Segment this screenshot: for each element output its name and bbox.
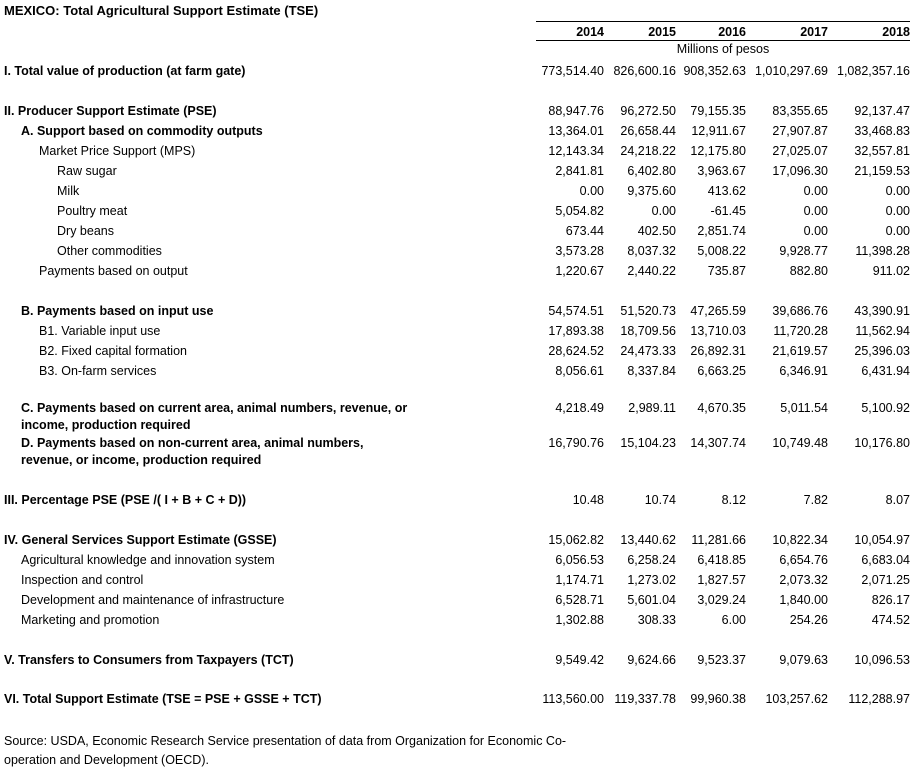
table-row xyxy=(0,435,912,471)
table-row xyxy=(0,101,912,121)
table-row xyxy=(0,301,912,321)
value-cell: 9,079.63 xyxy=(779,653,828,667)
value-cell: 5,054.82 xyxy=(555,204,604,218)
value-cell: 0.00 xyxy=(579,184,604,198)
value-cell: 6,346.91 xyxy=(779,364,828,378)
value-cell: 5,008.22 xyxy=(697,244,746,258)
unit-label: Millions of pesos xyxy=(676,42,770,56)
year-header: 2016 xyxy=(718,25,746,39)
value-cell: 673.44 xyxy=(565,224,604,238)
value-cell: 826.17 xyxy=(871,593,910,607)
table-row xyxy=(0,610,912,630)
value-cell: 16,790.76 xyxy=(548,436,604,450)
table-row xyxy=(0,261,912,281)
value-cell: 32,557.81 xyxy=(854,144,910,158)
value-cell: 413.62 xyxy=(707,184,746,198)
value-cell: 33,468.83 xyxy=(854,124,910,138)
value-cell: 11,281.66 xyxy=(691,533,746,547)
value-cell: 43,390.91 xyxy=(854,304,910,318)
table-row xyxy=(0,530,912,550)
value-cell: 13,364.01 xyxy=(548,124,604,138)
table-row xyxy=(0,161,912,181)
value-cell: 27,907.87 xyxy=(772,124,828,138)
value-cell: 11,562.94 xyxy=(855,324,910,338)
table-row xyxy=(0,321,912,341)
value-cell: 21,619.57 xyxy=(772,344,828,358)
row-label: Development and maintenance of infrastructure xyxy=(21,593,285,607)
value-cell: 5,100.92 xyxy=(861,401,910,415)
row-label: Milk xyxy=(57,184,80,198)
value-cell: 0.00 xyxy=(803,204,828,218)
value-cell: 10,749.48 xyxy=(772,436,828,450)
value-cell: -61.45 xyxy=(710,204,746,218)
value-cell: 9,549.42 xyxy=(555,653,604,667)
value-cell: 12,143.34 xyxy=(548,144,604,158)
value-cell: 2,989.11 xyxy=(628,401,676,415)
row-label: A. Support based on commodity outputs xyxy=(21,124,263,138)
row-label: Market Price Support (MPS) xyxy=(39,144,196,158)
row-label: Poultry meat xyxy=(57,204,128,218)
row-label: IV. General Services Support Estimate (GSSE) xyxy=(4,533,277,547)
value-cell: 2,440.22 xyxy=(627,264,676,278)
value-cell: 5,011.54 xyxy=(780,401,828,415)
value-cell: 2,073.32 xyxy=(779,573,828,587)
value-cell: 6,431.94 xyxy=(861,364,910,378)
value-cell: 17,893.38 xyxy=(548,324,604,338)
value-cell: 402.50 xyxy=(637,224,676,238)
value-cell: 8,037.32 xyxy=(627,244,676,258)
value-cell: 24,473.33 xyxy=(620,344,676,358)
value-cell: 6,402.80 xyxy=(627,164,676,178)
value-cell: 1,174.71 xyxy=(555,573,604,587)
row-label: B1. Variable input use xyxy=(39,324,161,338)
value-cell: 92,137.47 xyxy=(854,104,910,118)
value-cell: 54,574.51 xyxy=(548,304,604,318)
value-cell: 8,056.61 xyxy=(555,364,604,378)
year-header: 2018 xyxy=(882,25,910,39)
row-label: Marketing and promotion xyxy=(21,613,160,627)
value-cell: 10,822.34 xyxy=(772,533,828,547)
table-row xyxy=(0,570,912,590)
value-cell: 908,352.63 xyxy=(683,64,746,78)
value-cell: 119,337.78 xyxy=(614,692,676,706)
value-cell: 6,663.25 xyxy=(697,364,746,378)
value-cell: 6,418.85 xyxy=(697,553,746,567)
row-label: III. Percentage PSE (PSE /( I + B + C + D)) xyxy=(4,493,247,507)
value-cell: 0.00 xyxy=(885,224,910,238)
row-label: Raw sugar xyxy=(57,164,117,178)
value-cell: 3,963.67 xyxy=(697,164,746,178)
value-cell: 96,272.50 xyxy=(620,104,676,118)
value-cell: 11,720.28 xyxy=(773,324,828,338)
table-row xyxy=(0,201,912,221)
value-cell: 773,514.40 xyxy=(541,64,604,78)
value-cell: 9,375.60 xyxy=(627,184,676,198)
value-cell: 15,104.23 xyxy=(620,436,676,450)
value-cell: 2,841.81 xyxy=(555,164,604,178)
value-cell: 4,218.49 xyxy=(555,401,604,415)
value-cell: 28,624.52 xyxy=(548,344,604,358)
table-row xyxy=(0,141,912,161)
table-row xyxy=(0,689,912,709)
value-cell: 10,096.53 xyxy=(854,653,910,667)
value-cell: 0.00 xyxy=(803,224,828,238)
row-label: Agricultural knowledge and innovation system xyxy=(21,553,275,567)
row-label: Dry beans xyxy=(57,224,114,238)
value-cell: 6,683.04 xyxy=(861,553,910,567)
value-cell: 39,686.76 xyxy=(772,304,828,318)
year-header: 2015 xyxy=(648,25,676,39)
value-cell: 14,307.74 xyxy=(690,436,746,450)
value-cell: 6,056.53 xyxy=(555,553,604,567)
value-cell: 25,396.03 xyxy=(854,344,910,358)
value-cell: 51,520.73 xyxy=(620,304,676,318)
value-cell: 254.26 xyxy=(789,613,828,627)
value-cell: 882.80 xyxy=(789,264,828,278)
value-cell: 13,440.62 xyxy=(620,533,676,547)
value-cell: 9,523.37 xyxy=(697,653,746,667)
value-cell: 47,265.59 xyxy=(690,304,746,318)
value-cell: 4,670.35 xyxy=(697,401,746,415)
row-label: Inspection and control xyxy=(21,573,144,587)
value-cell: 0.00 xyxy=(885,184,910,198)
value-cell: 1,840.00 xyxy=(779,593,828,607)
value-cell: 1,827.57 xyxy=(697,573,746,587)
value-cell: 24,218.22 xyxy=(620,144,676,158)
table-title: MEXICO: Total Agricultural Support Estimate (TSE) xyxy=(4,3,319,18)
value-cell: 103,257.62 xyxy=(765,692,828,706)
value-cell: 5,601.04 xyxy=(627,593,676,607)
value-cell: 1,220.67 xyxy=(555,264,604,278)
value-cell: 1,273.02 xyxy=(627,573,676,587)
value-cell: 0.00 xyxy=(885,204,910,218)
table-row xyxy=(0,221,912,241)
value-cell: 6,528.71 xyxy=(555,593,604,607)
value-cell: 1,010,297.69 xyxy=(755,64,828,78)
table-row xyxy=(0,550,912,570)
value-cell: 826,600.16 xyxy=(613,64,676,78)
table-row xyxy=(0,341,912,361)
table-row xyxy=(0,241,912,261)
source-note: Source: USDA, Economic Research Service presentation of data from Organization for Economic Co-operation and Development (OECD). xyxy=(4,734,567,767)
row-label: B. Payments based on input use xyxy=(21,304,214,318)
value-cell: 99,960.38 xyxy=(690,692,746,706)
value-cell: 12,175.80 xyxy=(690,144,746,158)
value-cell: 26,892.31 xyxy=(690,344,746,358)
row-label: Other commodities xyxy=(57,244,162,258)
table-row xyxy=(0,181,912,201)
value-cell: 911.02 xyxy=(872,264,910,278)
value-cell: 1,082,357.16 xyxy=(837,64,910,78)
row-label: I. Total value of production (at farm gate) xyxy=(4,64,246,78)
value-cell: 6.00 xyxy=(721,613,746,627)
value-cell: 9,624.66 xyxy=(627,653,676,667)
table-row xyxy=(0,61,912,81)
value-cell: 735.87 xyxy=(707,264,746,278)
value-cell: 7.82 xyxy=(803,493,828,507)
value-cell: 88,947.76 xyxy=(548,104,604,118)
year-header: 2017 xyxy=(800,25,828,39)
row-label: II. Producer Support Estimate (PSE) xyxy=(4,104,217,118)
value-cell: 27,025.07 xyxy=(772,144,828,158)
value-cell: 12,911.67 xyxy=(691,124,746,138)
value-cell: 1,302.88 xyxy=(555,613,604,627)
value-cell: 83,355.65 xyxy=(772,104,828,118)
value-cell: 0.00 xyxy=(803,184,828,198)
value-cell: 2,071.25 xyxy=(861,573,910,587)
value-cell: 6,654.76 xyxy=(779,553,828,567)
year-header: 2014 xyxy=(576,25,604,39)
value-cell: 10,176.80 xyxy=(854,436,910,450)
value-cell: 10,054.97 xyxy=(854,533,910,547)
row-label: VI. Total Support Estimate (TSE = PSE + GSSE + TCT) xyxy=(4,692,322,706)
value-cell: 79,155.35 xyxy=(690,104,746,118)
value-cell: 10.48 xyxy=(572,493,604,507)
value-cell: 18,709.56 xyxy=(620,324,676,338)
value-cell: 11,398.28 xyxy=(855,244,910,258)
value-cell: 112,288.97 xyxy=(848,692,910,706)
row-label: D. Payments based on non-current area, animal numbers, revenue, or income, production required xyxy=(21,436,364,467)
value-cell: 17,096.30 xyxy=(772,164,828,178)
table-row xyxy=(0,590,912,610)
table-row xyxy=(0,650,912,670)
table-row xyxy=(0,490,912,510)
value-cell: 0.00 xyxy=(651,204,676,218)
table-row xyxy=(0,400,912,436)
value-cell: 8,337.84 xyxy=(627,364,676,378)
row-label: V. Transfers to Consumers from Taxpayers (TCT) xyxy=(4,653,294,667)
value-cell: 308.33 xyxy=(637,613,676,627)
value-cell: 13,710.03 xyxy=(690,324,746,338)
row-label: Payments based on output xyxy=(39,264,188,278)
value-cell: 15,062.82 xyxy=(548,533,604,547)
value-cell: 6,258.24 xyxy=(627,553,676,567)
row-label: C. Payments based on current area, animal numbers, revenue, or income, production required xyxy=(21,401,408,432)
value-cell: 8.12 xyxy=(721,493,746,507)
table-row xyxy=(0,121,912,141)
value-cell: 2,851.74 xyxy=(697,224,746,238)
row-label: B3. On-farm services xyxy=(39,364,157,378)
value-cell: 21,159.53 xyxy=(854,164,910,178)
value-cell: 9,928.77 xyxy=(779,244,828,258)
value-cell: 10.74 xyxy=(644,493,676,507)
value-cell: 3,029.24 xyxy=(697,593,746,607)
value-cell: 8.07 xyxy=(885,493,910,507)
value-cell: 26,658.44 xyxy=(620,124,676,138)
value-cell: 474.52 xyxy=(871,613,910,627)
table-row xyxy=(0,361,912,381)
value-cell: 113,560.00 xyxy=(542,692,604,706)
row-label: B2. Fixed capital formation xyxy=(39,344,187,358)
value-cell: 3,573.28 xyxy=(555,244,604,258)
